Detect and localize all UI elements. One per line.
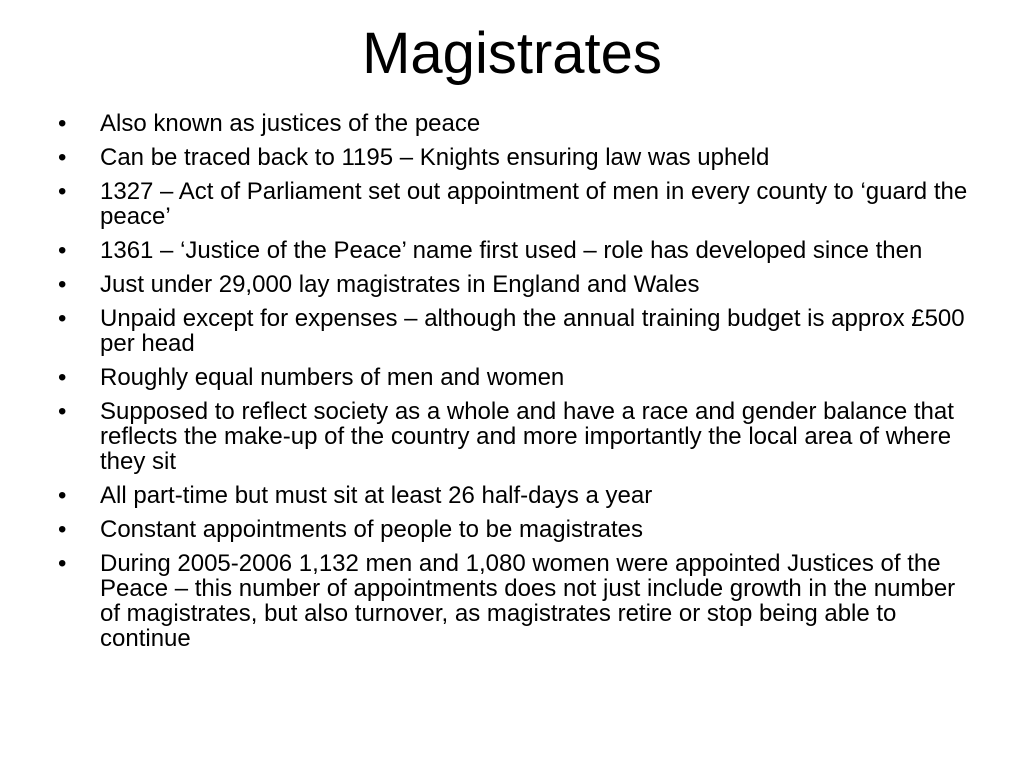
slide-title: Magistrates bbox=[362, 21, 662, 86]
bullet-text: Also known as justices of the peace bbox=[100, 110, 481, 137]
bullet-marker: • bbox=[58, 550, 67, 577]
bullet-marker: • bbox=[58, 516, 67, 543]
bullet-text: Just under 29,000 lay magistrates in England and Wales bbox=[100, 271, 700, 298]
bullet-item bbox=[58, 517, 978, 542]
bullet-marker: • bbox=[58, 110, 67, 137]
bullet-marker: • bbox=[58, 305, 67, 332]
bullet-marker: • bbox=[58, 144, 67, 171]
bullet-text: All part-time but must sit at least 26 half-days a year bbox=[100, 482, 653, 509]
bullet-marker: • bbox=[58, 398, 67, 425]
bullet-text: Roughly equal numbers of men and women bbox=[100, 364, 565, 391]
bullet-text: Unpaid except for expenses – although the annual training budget is approx £500 per head bbox=[100, 305, 965, 357]
bullet-text: 1361 – ‘Justice of the Peace’ name first used – role has developed since then bbox=[100, 237, 923, 264]
bullet-marker: • bbox=[58, 364, 67, 391]
bullet-list bbox=[58, 111, 978, 660]
bullet-item bbox=[58, 483, 978, 508]
bullet-text: During 2005-2006 1,132 men and 1,080 women were appointed Justices of the Peace – this number of appointments does not just include growth in the number of magistrates, but also turnover, as magistrates retire or stop being able to continue bbox=[100, 550, 956, 652]
bullet-text: Can be traced back to 1195 – Knights ensuring law was upheld bbox=[100, 144, 770, 171]
bullet-text: Constant appointments of people to be magistrates bbox=[100, 516, 643, 543]
bullet-item bbox=[58, 111, 978, 136]
bullet-item bbox=[58, 238, 978, 263]
bullet-item bbox=[58, 365, 978, 390]
bullet-text: Supposed to reflect society as a whole and have a race and gender balance that reflects the make-up of the country and more importantly the local area of where they sit bbox=[100, 398, 954, 475]
bullet-item bbox=[58, 179, 978, 229]
bullet-item bbox=[58, 272, 978, 297]
bullet-marker: • bbox=[58, 237, 67, 264]
bullet-marker: • bbox=[58, 482, 67, 509]
bullet-marker: • bbox=[58, 178, 67, 205]
bullet-item bbox=[58, 145, 978, 170]
bullet-item bbox=[58, 306, 978, 356]
bullet-item bbox=[58, 551, 978, 651]
bullet-marker: • bbox=[58, 271, 67, 298]
bullet-text: 1327 – Act of Parliament set out appointment of men in every county to ‘guard the peace’ bbox=[100, 178, 968, 230]
bullet-item bbox=[58, 399, 978, 474]
